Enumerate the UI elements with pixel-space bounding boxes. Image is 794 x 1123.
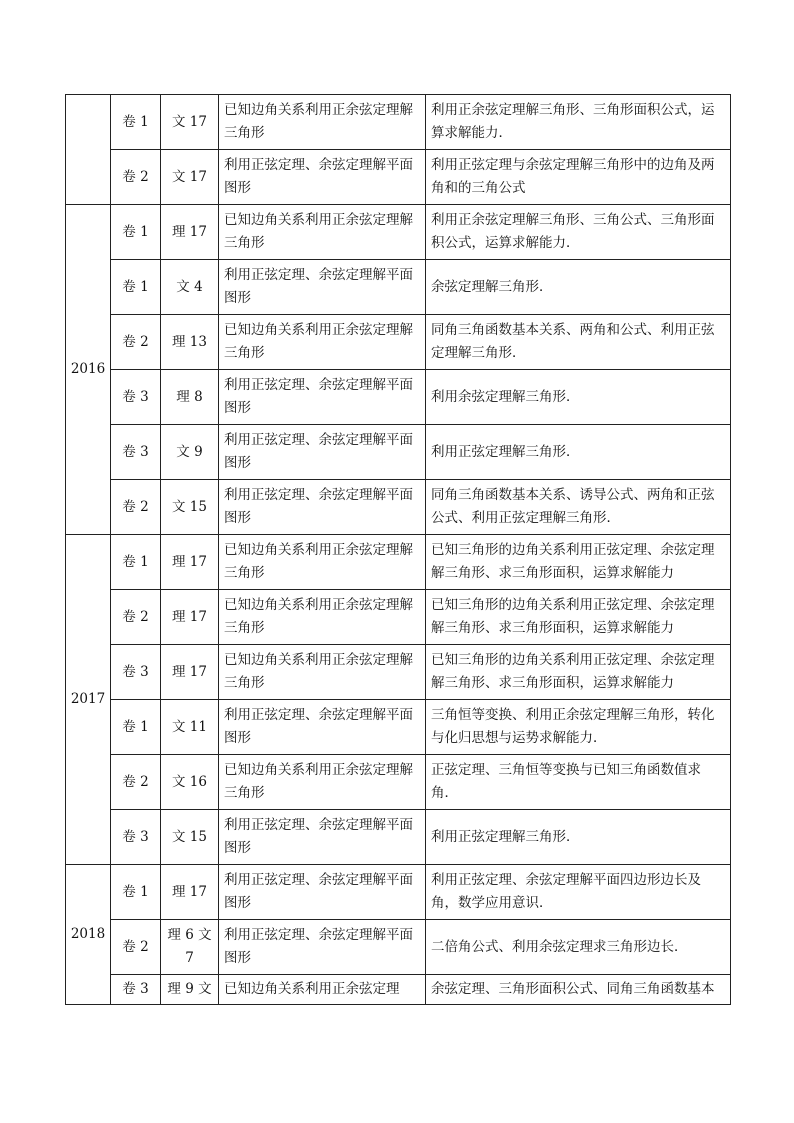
- volume-cell: 卷 1: [111, 700, 161, 755]
- table-row: [66, 920, 731, 975]
- question-cell: 理 17: [161, 865, 219, 920]
- question-cell: 文 17: [161, 95, 219, 150]
- table-row: [66, 150, 731, 205]
- volume-cell: 卷 1: [111, 260, 161, 315]
- year-cell: 2017: [66, 535, 111, 865]
- year-cell: 2016: [66, 205, 111, 535]
- question-cell: 文 17: [161, 150, 219, 205]
- question-cell: 理 17: [161, 535, 219, 590]
- content-cell: 已知边角关系利用正余弦定理: [219, 975, 426, 1005]
- content-cell: 利用正弦定理、余弦定理解平面图形: [219, 700, 426, 755]
- question-cell: 理 17: [161, 205, 219, 260]
- table-row: [66, 535, 731, 590]
- note-cell: 利用正弦定理解三角形．: [426, 810, 731, 865]
- question-cell: 文 9: [161, 425, 219, 480]
- table-row: [66, 700, 731, 755]
- content-cell: 已知边角关系利用正余弦定理解三角形: [219, 535, 426, 590]
- content-cell: 利用正弦定理、余弦定理解平面图形: [219, 865, 426, 920]
- note-cell: 利用正弦定理、余弦定理解平面四边形边长及角，数学应用意识．: [426, 865, 731, 920]
- question-cell: 理 8: [161, 370, 219, 425]
- table-row: [66, 315, 731, 370]
- note-cell: 正弦定理、三角恒等变换与已知三角函数值求角．: [426, 755, 731, 810]
- volume-cell: 卷 3: [111, 370, 161, 425]
- note-cell: 利用正余弦定理解三角形、三角公式、三角形面积公式，运算求解能力．: [426, 205, 731, 260]
- volume-cell: 卷 2: [111, 315, 161, 370]
- question-cell: 文 11: [161, 700, 219, 755]
- note-cell: 同角三角函数基本关系、两角和公式、利用正弦定理解三角形．: [426, 315, 731, 370]
- exam-analysis-table: [65, 94, 731, 1005]
- question-cell: 文 4: [161, 260, 219, 315]
- volume-cell: 卷 3: [111, 975, 161, 1005]
- volume-cell: 卷 2: [111, 755, 161, 810]
- table-row: [66, 425, 731, 480]
- volume-cell: 卷 2: [111, 920, 161, 975]
- table-row: [66, 370, 731, 425]
- volume-cell: 卷 3: [111, 810, 161, 865]
- table-row: [66, 645, 731, 700]
- volume-cell: 卷 3: [111, 645, 161, 700]
- volume-cell: 卷 3: [111, 425, 161, 480]
- volume-cell: 卷 2: [111, 590, 161, 645]
- content-cell: 已知边角关系利用正余弦定理解三角形: [219, 645, 426, 700]
- table-row: [66, 205, 731, 260]
- question-cell: 文 15: [161, 480, 219, 535]
- content-cell: 利用正弦定理、余弦定理解平面图形: [219, 260, 426, 315]
- note-cell: 余弦定理、三角形面积公式、同角三角函数基本: [426, 975, 731, 1005]
- content-cell: 利用正弦定理、余弦定理解平面图形: [219, 920, 426, 975]
- table-row: [66, 865, 731, 920]
- content-cell: 利用正弦定理、余弦定理解平面图形: [219, 425, 426, 480]
- table-row: [66, 480, 731, 535]
- content-cell: 利用正弦定理、余弦定理解平面图形: [219, 480, 426, 535]
- question-cell: 理 13: [161, 315, 219, 370]
- note-cell: 利用正弦定理解三角形．: [426, 425, 731, 480]
- note-cell: 利用正余弦定理解三角形、三角形面积公式，运算求解能力．: [426, 95, 731, 150]
- content-cell: 利用正弦定理、余弦定理解平面图形: [219, 370, 426, 425]
- content-cell: 利用正弦定理、余弦定理解平面图形: [219, 810, 426, 865]
- question-cell: 理 17: [161, 590, 219, 645]
- note-cell: 同角三角函数基本关系、诱导公式、两角和正弦公式、利用正弦定理解三角形．: [426, 480, 731, 535]
- volume-cell: 卷 1: [111, 865, 161, 920]
- volume-cell: 卷 1: [111, 95, 161, 150]
- note-cell: 利用正弦定理与余弦定理解三角形中的边角及两角和的三角公式: [426, 150, 731, 205]
- note-cell: 二倍角公式、利用余弦定理求三角形边长．: [426, 920, 731, 975]
- content-cell: 已知边角关系利用正余弦定理解三角形: [219, 590, 426, 645]
- content-cell: 利用正弦定理、余弦定理解平面图形: [219, 150, 426, 205]
- table-row: [66, 590, 731, 645]
- note-cell: 已知三角形的边角关系利用正弦定理、余弦定理解三角形、求三角形面积，运算求解能力: [426, 590, 731, 645]
- table-row: [66, 95, 731, 150]
- note-cell: 已知三角形的边角关系利用正弦定理、余弦定理解三角形、求三角形面积，运算求解能力: [426, 645, 731, 700]
- table-row: [66, 260, 731, 315]
- table-row: [66, 975, 731, 1005]
- table-row: [66, 810, 731, 865]
- table-row: [66, 755, 731, 810]
- volume-cell: 卷 1: [111, 535, 161, 590]
- question-cell: 理 6 文 7: [161, 920, 219, 975]
- question-cell: 文 15: [161, 810, 219, 865]
- note-cell: 利用余弦定理解三角形．: [426, 370, 731, 425]
- year-cell-continued: [66, 95, 111, 205]
- content-cell: 已知边角关系利用正余弦定理解三角形: [219, 95, 426, 150]
- note-cell: 三角恒等变换、利用正余弦定理解三角形，转化与化归思想与运势求解能力．: [426, 700, 731, 755]
- question-cell: 理 17: [161, 645, 219, 700]
- content-cell: 已知边角关系利用正余弦定理解三角形: [219, 755, 426, 810]
- note-cell: 已知三角形的边角关系利用正弦定理、余弦定理解三角形、求三角形面积，运算求解能力: [426, 535, 731, 590]
- content-cell: 已知边角关系利用正余弦定理解三角形: [219, 315, 426, 370]
- question-cell: 文 16: [161, 755, 219, 810]
- question-cell: 理 9 文: [161, 975, 219, 1005]
- note-cell: 余弦定理解三角形．: [426, 260, 731, 315]
- volume-cell: 卷 2: [111, 480, 161, 535]
- volume-cell: 卷 1: [111, 205, 161, 260]
- volume-cell: 卷 2: [111, 150, 161, 205]
- year-cell: 2018: [66, 865, 111, 1005]
- content-cell: 已知边角关系利用正余弦定理解三角形: [219, 205, 426, 260]
